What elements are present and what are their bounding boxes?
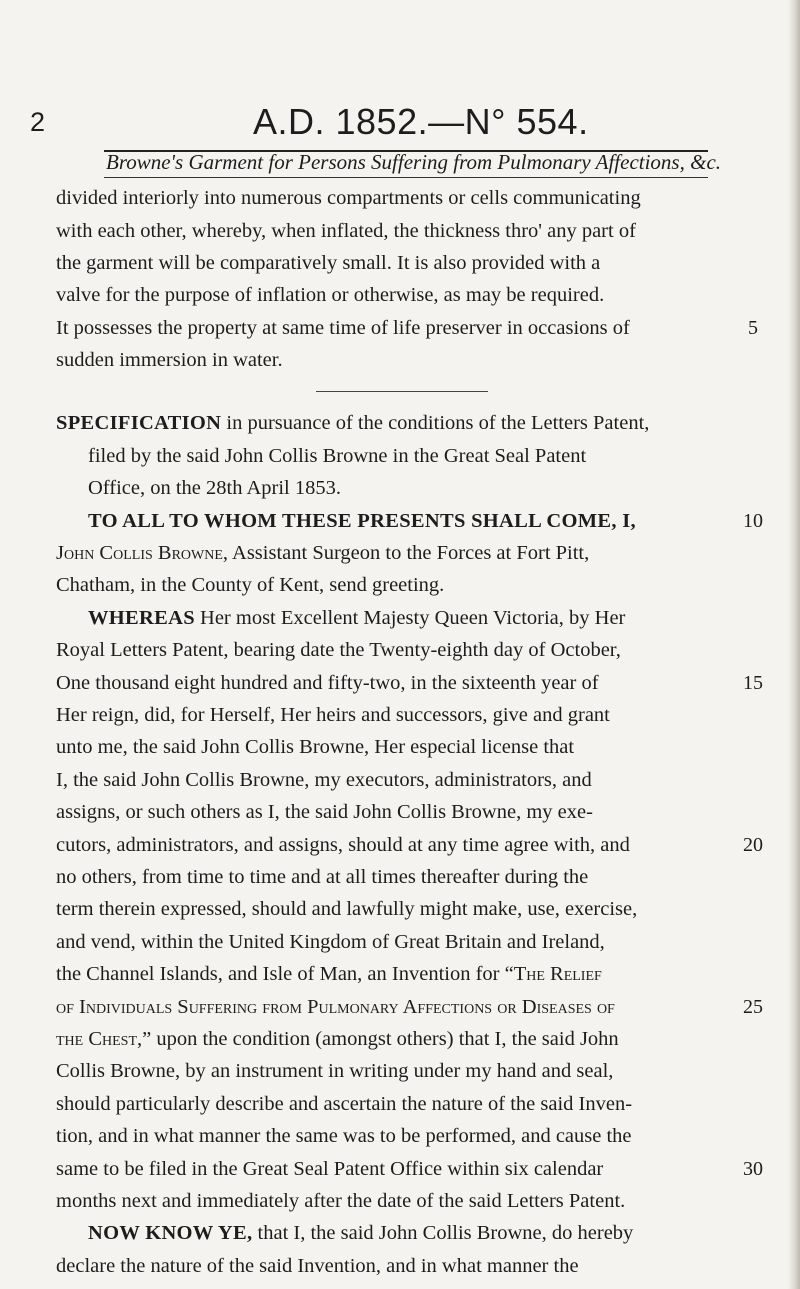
spec-line: Office, on the 28th April 1853. (88, 477, 341, 499)
body-line: Her reign, did, for Herself, Her heirs and successors, give and grant (56, 704, 610, 726)
page-edge-shadow (788, 0, 800, 1289)
running-subtitle: Browne's Garment for Persons Suffering from Pulmonary Affections, &c. (106, 150, 722, 174)
line-number: 10 (743, 510, 763, 532)
body-text: ,” upon the condition (amongst others) that I, the said John (137, 1028, 619, 1050)
intro-line: valve for the purpose of inflation or otherwise, as may be required. (56, 284, 605, 306)
intro-line: with each other, whereby, when inflated, the thickness thro' any part of (56, 220, 636, 242)
body-line: assigns, or such others as I, the said John Collis Browne, my exe- (56, 801, 593, 823)
page-number: 2 (30, 107, 46, 137)
body-line: declare the nature of the said Invention, and in what manner the (56, 1255, 579, 1277)
body-opening: TO ALL TO WHOM THESE PRESENTS SHALL COME, I, (88, 510, 636, 532)
body-text: the Channel Islands, and Isle of Man, an Invention for “ (56, 963, 514, 985)
body-line: Collis Browne, by an instrument in writing under my hand and seal, (56, 1060, 614, 1082)
spec-label: SPECIFICATION (56, 412, 222, 434)
body-line: same to be filed in the Great Seal Patent Office within six calendar (56, 1158, 604, 1180)
body-line (56, 1029, 619, 1050)
spec-line (56, 413, 649, 434)
body-line: term therein expressed, should and lawfully might make, use, exercise, (56, 898, 638, 920)
body-line: One thousand eight hundred and fifty-two, in the sixteenth year of (56, 672, 599, 694)
invention-title: The Relief (513, 963, 602, 985)
line-number: 15 (743, 672, 763, 694)
line-number: 30 (743, 1158, 763, 1180)
body-line (56, 543, 589, 564)
body-text: Her most Excellent Majesty Queen Victoria, by Her (194, 607, 626, 629)
body-text: , Assistant Surgeon to the Forces at Fort Pitt, (222, 542, 590, 564)
whereas-label: WHEREAS (88, 607, 195, 629)
now-know-ye-label: NOW KNOW YE, (88, 1222, 253, 1244)
intro-line: the garment will be comparatively small. It is also provided with a (56, 252, 601, 274)
line-number: 5 (748, 317, 758, 339)
name-small-caps: John Collis Browne (56, 542, 223, 564)
section-separator (316, 391, 488, 392)
body-line: unto me, the said John Collis Browne, Her especial license that (56, 736, 575, 758)
body-line: should particularly describe and ascertain the nature of the said Inven- (56, 1093, 633, 1115)
line-number: 20 (743, 834, 763, 856)
subtitle-underline (104, 177, 708, 178)
body-text: that I, the said John Collis Browne, do hereby (252, 1222, 634, 1244)
invention-title: the Chest (56, 1028, 138, 1050)
spec-line: filed by the said John Collis Browne in the Great Seal Patent (88, 445, 587, 467)
body-line: tion, and in what manner the same was to be performed, and cause the (56, 1125, 632, 1147)
body-line (88, 1223, 633, 1244)
spec-text: in pursuance of the conditions of the Letters Patent, (221, 412, 650, 434)
intro-line: sudden immersion in water. (56, 349, 283, 371)
body-line (56, 964, 602, 985)
body-line: and vend, within the United Kingdom of Great Britain and Ireland, (56, 931, 605, 953)
intro-line: divided interiorly into numerous compartments or cells communicating (56, 187, 641, 209)
body-line (88, 608, 625, 629)
line-number: 25 (743, 996, 763, 1018)
intro-line: It possesses the property at same time of life preserver in occasions of (56, 317, 630, 339)
page-title: A.D. 1852.—N° 554. (253, 101, 589, 142)
body-line: I, the said John Collis Browne, my executors, administrators, and (56, 769, 592, 791)
body-line: no others, from time to time and at all times thereafter during the (56, 866, 589, 888)
body-line: Chatham, in the County of Kent, send greeting. (56, 574, 445, 596)
invention-title: of Individuals Suffering from Pulmonary Affections or Diseases of (56, 996, 615, 1018)
body-line: Royal Letters Patent, bearing date the Twenty-eighth day of October, (56, 639, 621, 661)
body-line: cutors, administrators, and assigns, should at any time agree with, and (56, 834, 630, 856)
body-line: months next and immediately after the date of the said Letters Patent. (56, 1190, 626, 1212)
